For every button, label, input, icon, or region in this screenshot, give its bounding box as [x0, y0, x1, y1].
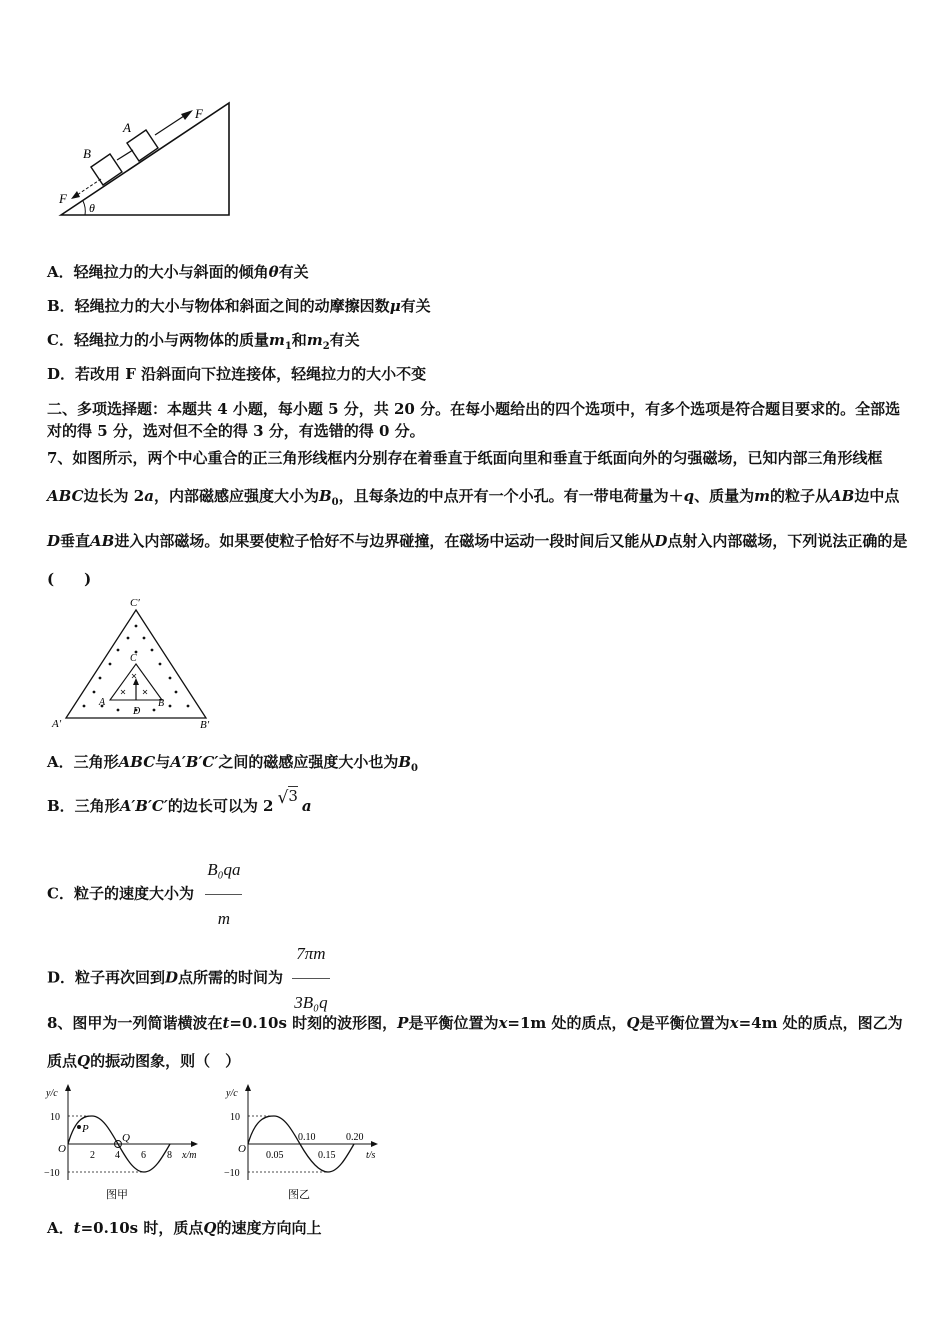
label-b: B: [83, 146, 91, 161]
frac-c-denominator: m: [217, 909, 230, 928]
option-7a[interactable]: A．三角形ABC与A′B′C′之间的磁感应强度大小也为$B_0$: [47, 753, 418, 774]
point-q: Q: [122, 1132, 130, 1144]
tick-yi-020: 0.20: [346, 1132, 364, 1143]
yneg10-jia: −10: [44, 1168, 60, 1179]
tick-jia-8: 8: [167, 1150, 172, 1161]
label-f-bottom: F: [59, 191, 67, 206]
block-b: [91, 154, 122, 185]
origin-yi: O: [238, 1143, 246, 1155]
label-c: C: [130, 653, 137, 664]
yneg10-yi: −10: [224, 1168, 240, 1179]
option-6b[interactable]: B．轻绳拉力的大小与物体和斜面之间的动摩擦因数μ有关: [47, 297, 431, 315]
tick-jia-2: 2: [90, 1150, 95, 1161]
option-6a[interactable]: A．轻绳拉力的大小与斜面的倾角θ有关: [47, 263, 309, 281]
wave-graph-jia: [42, 1080, 217, 1205]
vibration-graph-yi: [222, 1080, 392, 1205]
option-7d[interactable]: D．粒子再次回到D点所需的时间为 $\frac{7\pi m}{\text{3B₀q}}$: [47, 930, 330, 1027]
ylabel-yi: y/c: [226, 1088, 238, 1099]
label-f-top: F: [195, 106, 203, 121]
caption-jia: 图甲: [106, 1189, 128, 1201]
option-7c[interactable]: C．粒子的速度大小为 $\frac{\text{B₀qa}}{m}$: [47, 846, 242, 943]
origin-jia: O: [58, 1143, 66, 1155]
triangle-field-figure: [48, 592, 223, 737]
tick-yi-010: 0.10: [298, 1132, 316, 1143]
label-c-prime: C′: [130, 597, 140, 609]
option-8a[interactable]: A．t=0.10s 时，质点Q的速度方向向上: [47, 1219, 322, 1237]
section-2-header: 二、多项选择题：本题共 4 小题，每小题 5 分，共 20 分。在每小题给出的四个选项中，有多个选项是符合题目要求的。全部选对的得 5 分，选对但不全的得 3 分，有选错的得 0 分。: [47, 400, 901, 440]
frac-d-numerator: 7πm: [292, 930, 329, 979]
label-theta: θ: [89, 201, 95, 215]
y10-jia: 10: [50, 1112, 60, 1123]
label-b: B: [158, 698, 165, 709]
tick-jia-6: 6: [141, 1150, 146, 1161]
label-b-prime: B′: [200, 719, 210, 731]
tick-yi-005: 0.05: [266, 1150, 284, 1161]
y10-yi: 10: [230, 1112, 240, 1123]
frac-c-numerator: B₀qa: [205, 846, 242, 895]
frac-d-denominator: 3B₀q: [294, 993, 328, 1012]
block-a: [127, 130, 158, 161]
point-p: P: [82, 1123, 89, 1135]
label-d: D: [133, 706, 141, 717]
label-a: A: [123, 120, 131, 135]
question-8-stem: 8、图甲为一列简谐横波在t=0.10s 时刻的波形图，P是平衡位置为x=1m 处的质点，Q是平衡位置为x=4m 处的质点，图乙为质点Q的振动图象，则（ ）: [47, 1014, 903, 1070]
tick-yi-015: 0.15: [318, 1150, 336, 1161]
option-7b[interactable]: B．三角形A′B′C′的边长可以为 2 √3a: [47, 787, 312, 815]
xlabel-jia: x/m: [182, 1150, 197, 1161]
label-a: A: [99, 697, 106, 708]
option-6c[interactable]: C．轻绳拉力的小与两物体的质量$m_1$和$m_2$有关: [47, 331, 360, 352]
tick-jia-4: 4: [115, 1150, 120, 1161]
incline-figure: [55, 95, 240, 220]
xlabel-yi: t/s: [366, 1150, 376, 1161]
caption-yi: 图乙: [288, 1189, 310, 1201]
question-7-stem: 7、如图所示，两个中心重合的正三角形线框内分别存在着垂直于纸面向里和垂直于纸面向外的匀强磁场，已知内部三角形线框ABC边长为 2a，内部磁感应强度大小为$B_0$，且每条边的中点开有一个小孔。有一带电荷量为＋q、质量为m的粒子从AB边中点D垂直AB进入内部磁场。如果要使粒子恰好不与边界碰撞，在磁场中运动一段时间后又能从D点射入内部磁场，下列说法正确的是( ): [47, 449, 908, 588]
option-6d[interactable]: D．若改用 F 沿斜面向下拉连接体，轻绳拉力的大小不变: [47, 365, 427, 383]
ylabel-jia: y/c: [46, 1088, 58, 1099]
label-a-prime: A′: [52, 718, 62, 730]
